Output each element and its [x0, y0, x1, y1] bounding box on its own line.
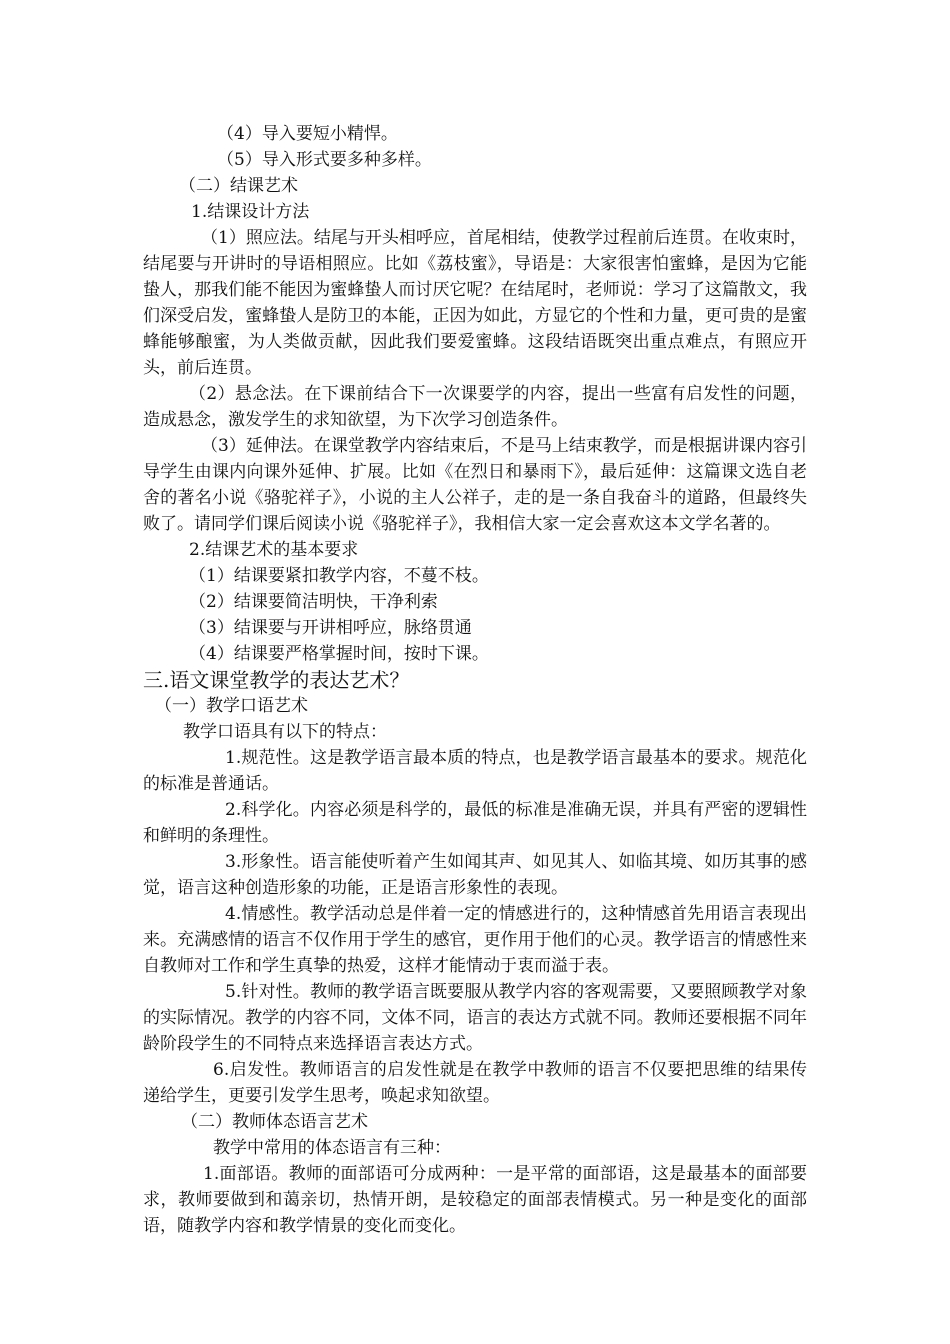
paragraph: （2）悬念法。在下课前结合下一次课要学的内容，提出一些富有启发性的问题，造成悬念，激发学生的求知欲望，为下次学习创造条件。: [143, 384, 807, 430]
chapter-heading: 三.语文课堂教学的表达艺术？: [143, 668, 410, 692]
paragraph: 1.面部语。教师的面部语可分成两种：一是平常的面部语，这是最基本的面部要求，教师要做到和蔼亲切，热情开朗，是较稳定的面部表情模式。另一种是变化的面部语，随教学内容和教学情景的变化而变化。: [143, 1164, 807, 1236]
subsection-heading: 1.结课设计方法: [191, 202, 310, 222]
paragraph: （1）照应法。结尾与开头相呼应，首尾相结，使教学过程前后连贯。在收束时，结尾要与开讲时的导语相照应。比如《荔枝蜜》，导语是：大家很害怕蜜蜂，是因为它能蛰人，那我们能不能因为蜜蜂蛰人而讨厌它呢？在结尾时，老师说：学习了这篇散文，我们深受启发，蜜蜂蛰人是防卫的本能，正因为如此，方显它的个性和力量，更可贵的是蜜蜂能够酿蜜，为人类做贡献，因此我们要爱蜜蜂。这段结语既突出重点难点，有照应开头，前后连贯。: [143, 228, 807, 378]
list-item: （5）导入形式要多种多样。: [217, 150, 432, 170]
section-heading: （一）教学口语艺术: [155, 696, 308, 716]
paragraph: 1.规范性。这是教学语言最本质的特点，也是教学语言最基本的要求。规范化的标准是普通话。: [143, 748, 807, 794]
list-item: （3）结课要与开讲相呼应，脉络贯通: [189, 618, 472, 638]
section-heading: （二）教师体态语言艺术: [181, 1112, 368, 1132]
paragraph: 4.情感性。教学活动总是伴着一定的情感进行的，这种情感首先用语言表现出来。充满感情的语言不仅作用于学生的感官，更作用于他们的心灵。教学语言的情感性来自教师对工作和学生真挚的热爱，这样才能情动于衷而溢于表。: [143, 904, 807, 976]
paragraph: 教学口语具有以下的特点：: [183, 722, 387, 742]
section-heading: （二）结课艺术: [179, 176, 298, 196]
paragraph: 教学中常用的体态语言有三种：: [213, 1138, 451, 1158]
paragraph: （3）延伸法。在课堂教学内容结束后，不是马上结束教学，而是根据讲课内容引导学生由课内向课外延伸、扩展。比如《在烈日和暴雨下》，最后延伸：这篇课文选自老舍的著名小说《骆驼祥子》，小说的主人公祥子，走的是一条自我奋斗的道路，但最终失败了。请同学们课后阅读小说《骆驼祥子》，我相信大家一定会喜欢这本文学名著的。: [143, 436, 807, 534]
list-item: （4）结课要严格掌握时间，按时下课。: [189, 644, 489, 664]
paragraph: 2.科学化。内容必须是科学的，最低的标准是准确无误，并具有严密的逻辑性和鲜明的条理性。: [143, 800, 807, 846]
paragraph: 3.形象性。语言能使听着产生如闻其声、如见其人、如临其境、如历其事的感觉，语言这种创造形象的功能，正是语言形象性的表现。: [143, 852, 807, 898]
subsection-heading: 2.结课艺术的基本要求: [189, 540, 359, 560]
list-item: （4）导入要短小精悍。: [217, 124, 398, 144]
document-body: [143, 121, 807, 1239]
paragraph: 5.针对性。教师的教学语言既要服从教学内容的客观需要，又要照顾教学对象的实际情况。教学的内容不同，文体不同，语言的表达方式就不同。教师还要根据不同年龄阶段学生的不同特点来选择语言表达方式。: [143, 982, 807, 1054]
list-item: （2）结课要简洁明快，干净利索: [189, 592, 438, 612]
list-item: （1）结课要紧扣教学内容，不蔓不枝。: [189, 566, 489, 586]
paragraph: 6.启发性。教师语言的启发性就是在教学中教师的语言不仅要把思维的结果传递给学生，更要引发学生思考，唤起求知欲望。: [143, 1060, 807, 1106]
